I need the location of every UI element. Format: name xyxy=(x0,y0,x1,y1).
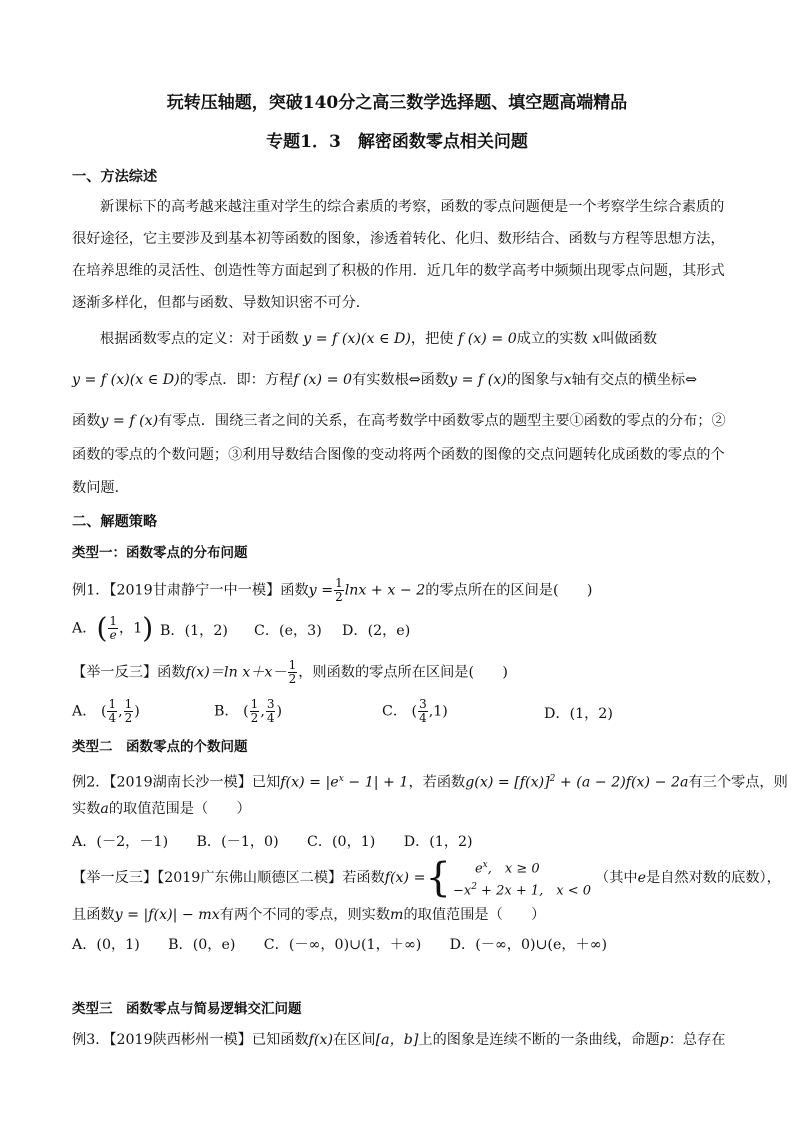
text: 有零点．围绕三者之间的关系，在高考数学中函数零点的题型主要①函数的零点的分布；② xyxy=(158,413,726,429)
math-sup: 2 xyxy=(549,774,556,784)
piecewise-function xyxy=(426,856,592,901)
case-2 xyxy=(453,878,591,900)
section-heading-method: 一、方法综述 xyxy=(72,169,158,185)
text: 叫做函数 xyxy=(600,331,658,347)
example1 xyxy=(72,577,592,604)
para1-line3: 在培养思维的灵活性、创造性等方面起到了积极的作用．近几年的数学高考中频频出现零点问题，其形式 xyxy=(72,263,725,279)
text: 轴有交点的横坐标⇔ xyxy=(571,372,697,388)
fraction xyxy=(250,698,260,725)
document-subtitle: 专题1．3 解密函数零点相关问题 xyxy=(266,132,528,152)
ex1b-option-a: A． ( $\frac{1}{4}$ , $\frac{1}{2}$ ) xyxy=(72,697,140,725)
math: g(x) = [f(x)] xyxy=(465,774,550,791)
type3-heading: 类型三 函数零点与简易逻辑交汇问题 xyxy=(72,1001,302,1017)
denominator: 2 xyxy=(250,711,259,725)
text: 有两个不同的零点，则实数 xyxy=(219,907,391,923)
para1-line4: 逐渐多样化，但都与函数、导数知识密不可分． xyxy=(72,295,370,311)
denominator: 2 xyxy=(288,672,297,686)
text: 根据函数零点的定义：对于函数 xyxy=(100,331,299,347)
example2-options: A．(－2，－1) B．(－1，0) C．(0，1) D．(1，2) xyxy=(72,834,473,850)
math: f(x) = xyxy=(384,870,426,886)
denominator: 4 xyxy=(266,711,275,725)
text: 成立的实数 xyxy=(516,331,588,347)
example2-line1 xyxy=(72,769,788,793)
text: C． xyxy=(382,703,408,720)
math: + (a − 2)f(x) − 2a xyxy=(555,774,689,791)
fraction xyxy=(418,698,428,725)
math-sup: 2 xyxy=(471,882,477,892)
math: a xyxy=(100,801,109,817)
denominator: 4 xyxy=(108,711,117,725)
math: − 1| + 1 xyxy=(343,774,409,791)
math: , x ≥ 0 xyxy=(487,861,540,876)
text: 例3．【2019陕西彬州一模】已知函数 xyxy=(72,1032,309,1048)
example2-variant-line1 xyxy=(72,856,781,900)
text: ：总存在 xyxy=(668,1032,726,1048)
fraction xyxy=(107,698,117,725)
text: 的取值范围是（ ） xyxy=(108,801,251,817)
para2-line4: 函数的零点的个数问题；③利用导数结合图像的变动将两个函数的图像的交点问题转化成函数的零点的个 xyxy=(72,447,725,463)
math: y = f (x)(x ∈ D) xyxy=(303,331,411,347)
text: 的图象与 xyxy=(506,372,564,388)
ex1b-option-c: C． ( $\frac{3}{4}$ ,1) xyxy=(382,697,448,725)
text: A． xyxy=(72,703,97,720)
text: 例2．【2019湖南长沙一模】已知 xyxy=(72,774,281,791)
math: −x xyxy=(452,883,472,899)
example2-variant-options: A．(0，1) B．(0，e) C．(－∞，0)∪(1，＋∞) D．(－∞，0)∪(e，＋∞) xyxy=(72,937,608,953)
para2-line1 xyxy=(100,329,657,349)
math: [a，b] xyxy=(375,1032,419,1048)
text: ，1 xyxy=(119,620,143,637)
math: e xyxy=(637,870,646,886)
text: 的零点所在的区间是( ) xyxy=(425,582,593,599)
numerator: 1 xyxy=(108,697,117,711)
denominator: e xyxy=(109,628,117,642)
type1-heading: 类型一：函数零点的分布问题 xyxy=(72,545,248,561)
math: y = xyxy=(308,582,334,599)
text: 实数 xyxy=(72,801,101,817)
text: 例1．【2019甘肃静宁一中一模】函数 xyxy=(72,582,309,599)
denominator: 4 xyxy=(419,711,427,725)
numerator: 3 xyxy=(419,697,427,711)
para1-line2: 很好途径，它主要涉及到基本初等函数的图象，渗透着转化、化归、数形结合、函数与方程等思想方法， xyxy=(72,231,725,247)
numerator: 1 xyxy=(109,614,118,628)
math: e xyxy=(474,861,483,876)
math: + 2x + 1, x < 0 xyxy=(476,883,592,899)
text: 函数 xyxy=(72,413,101,429)
math: x xyxy=(592,331,601,347)
ex1b-option-b: B． ( $\frac{1}{2}$ , $\frac{3}{4}$ ) xyxy=(214,697,283,725)
ex1-option-b: B．(1，2) xyxy=(160,623,228,639)
math: y = f (x) xyxy=(100,413,159,429)
type2-heading: 类型二 函数零点的个数问题 xyxy=(72,739,248,755)
fraction xyxy=(334,577,344,604)
paren: ) xyxy=(142,611,154,645)
text: 的取值范围是（ ） xyxy=(403,907,546,923)
numerator: 1 xyxy=(335,576,343,590)
document-title: 玩转压轴题，突破140分之高三数学选择题、填空题高端精品 xyxy=(166,93,628,113)
text: 有三个零点，则 xyxy=(688,774,788,791)
numerator: 1 xyxy=(250,697,259,711)
para1-line1: 新课标下的高考越来越注重对学生的综合素质的考察，函数的零点问题便是一个考察学生综合素质的 xyxy=(100,199,725,215)
para2-line3 xyxy=(72,411,726,431)
ex1b-option-d: D．(1，2) xyxy=(544,706,613,722)
numerator: 1 xyxy=(288,658,297,672)
para2-line2 xyxy=(72,370,697,390)
math: y = |f(x)| − mx xyxy=(114,907,220,923)
math: y = f (x) xyxy=(449,372,507,388)
text: ,1) xyxy=(428,703,448,720)
ex1-option-a xyxy=(72,611,154,645)
fraction xyxy=(124,698,134,725)
text: B． xyxy=(214,703,239,720)
para2-line5: 数问题． xyxy=(72,480,129,496)
paren: ( xyxy=(96,611,108,645)
text: 在区间 xyxy=(333,1032,376,1048)
example3-line1 xyxy=(72,1030,725,1050)
text: ，则函数的零点所在区间是( ) xyxy=(298,664,508,681)
math: f(x)＝ln x＋x－ xyxy=(185,664,287,681)
text: 【举一反三】【2019广东佛山顺德区二模】若函数 xyxy=(72,870,385,886)
text: 且函数 xyxy=(72,907,115,923)
fraction xyxy=(108,615,118,642)
numerator: 3 xyxy=(266,697,275,711)
math: p xyxy=(659,1032,669,1048)
text: 的零点．即：方程 xyxy=(179,372,294,388)
math: f(x) xyxy=(308,1032,333,1048)
math-sup: x xyxy=(482,859,488,870)
example1-variant xyxy=(72,659,508,686)
math: f (x) = 0 xyxy=(293,372,353,388)
fraction xyxy=(288,659,298,686)
case-1 xyxy=(453,856,591,878)
text: ，把使 xyxy=(410,331,454,347)
math: x xyxy=(563,372,572,388)
math: y = f (x)(x ∈ D) xyxy=(72,372,180,388)
text: 有实数根⇔函数 xyxy=(352,372,450,388)
text: 上的图象是连续不断的一条曲线，命题 xyxy=(418,1032,660,1048)
denominator: 2 xyxy=(124,711,133,725)
text: ，若函数 xyxy=(408,774,466,791)
math: f(x) = |e xyxy=(280,774,339,791)
section-heading-strategy: 二、解题策略 xyxy=(72,514,158,530)
ex1-option-c: C．(e，3) xyxy=(254,623,322,639)
text: （其中 xyxy=(595,870,638,886)
example2-variant-line2 xyxy=(72,905,545,925)
math: lnx + x − 2 xyxy=(344,582,426,599)
example2-line2 xyxy=(72,799,251,819)
fraction xyxy=(266,698,276,725)
text: A． xyxy=(72,620,97,637)
numerator: 1 xyxy=(124,697,133,711)
brace: { xyxy=(425,855,451,901)
math-sup: x xyxy=(338,774,344,784)
cases xyxy=(453,856,591,901)
math: f (x) = 0 xyxy=(457,331,517,347)
denominator: 2 xyxy=(335,590,343,604)
text: 【举一反三】函数 xyxy=(72,664,186,681)
math: m xyxy=(390,907,404,923)
text: 是自然对数的底数）， xyxy=(646,870,781,886)
ex1-option-d: D．(2，e) xyxy=(342,623,411,639)
